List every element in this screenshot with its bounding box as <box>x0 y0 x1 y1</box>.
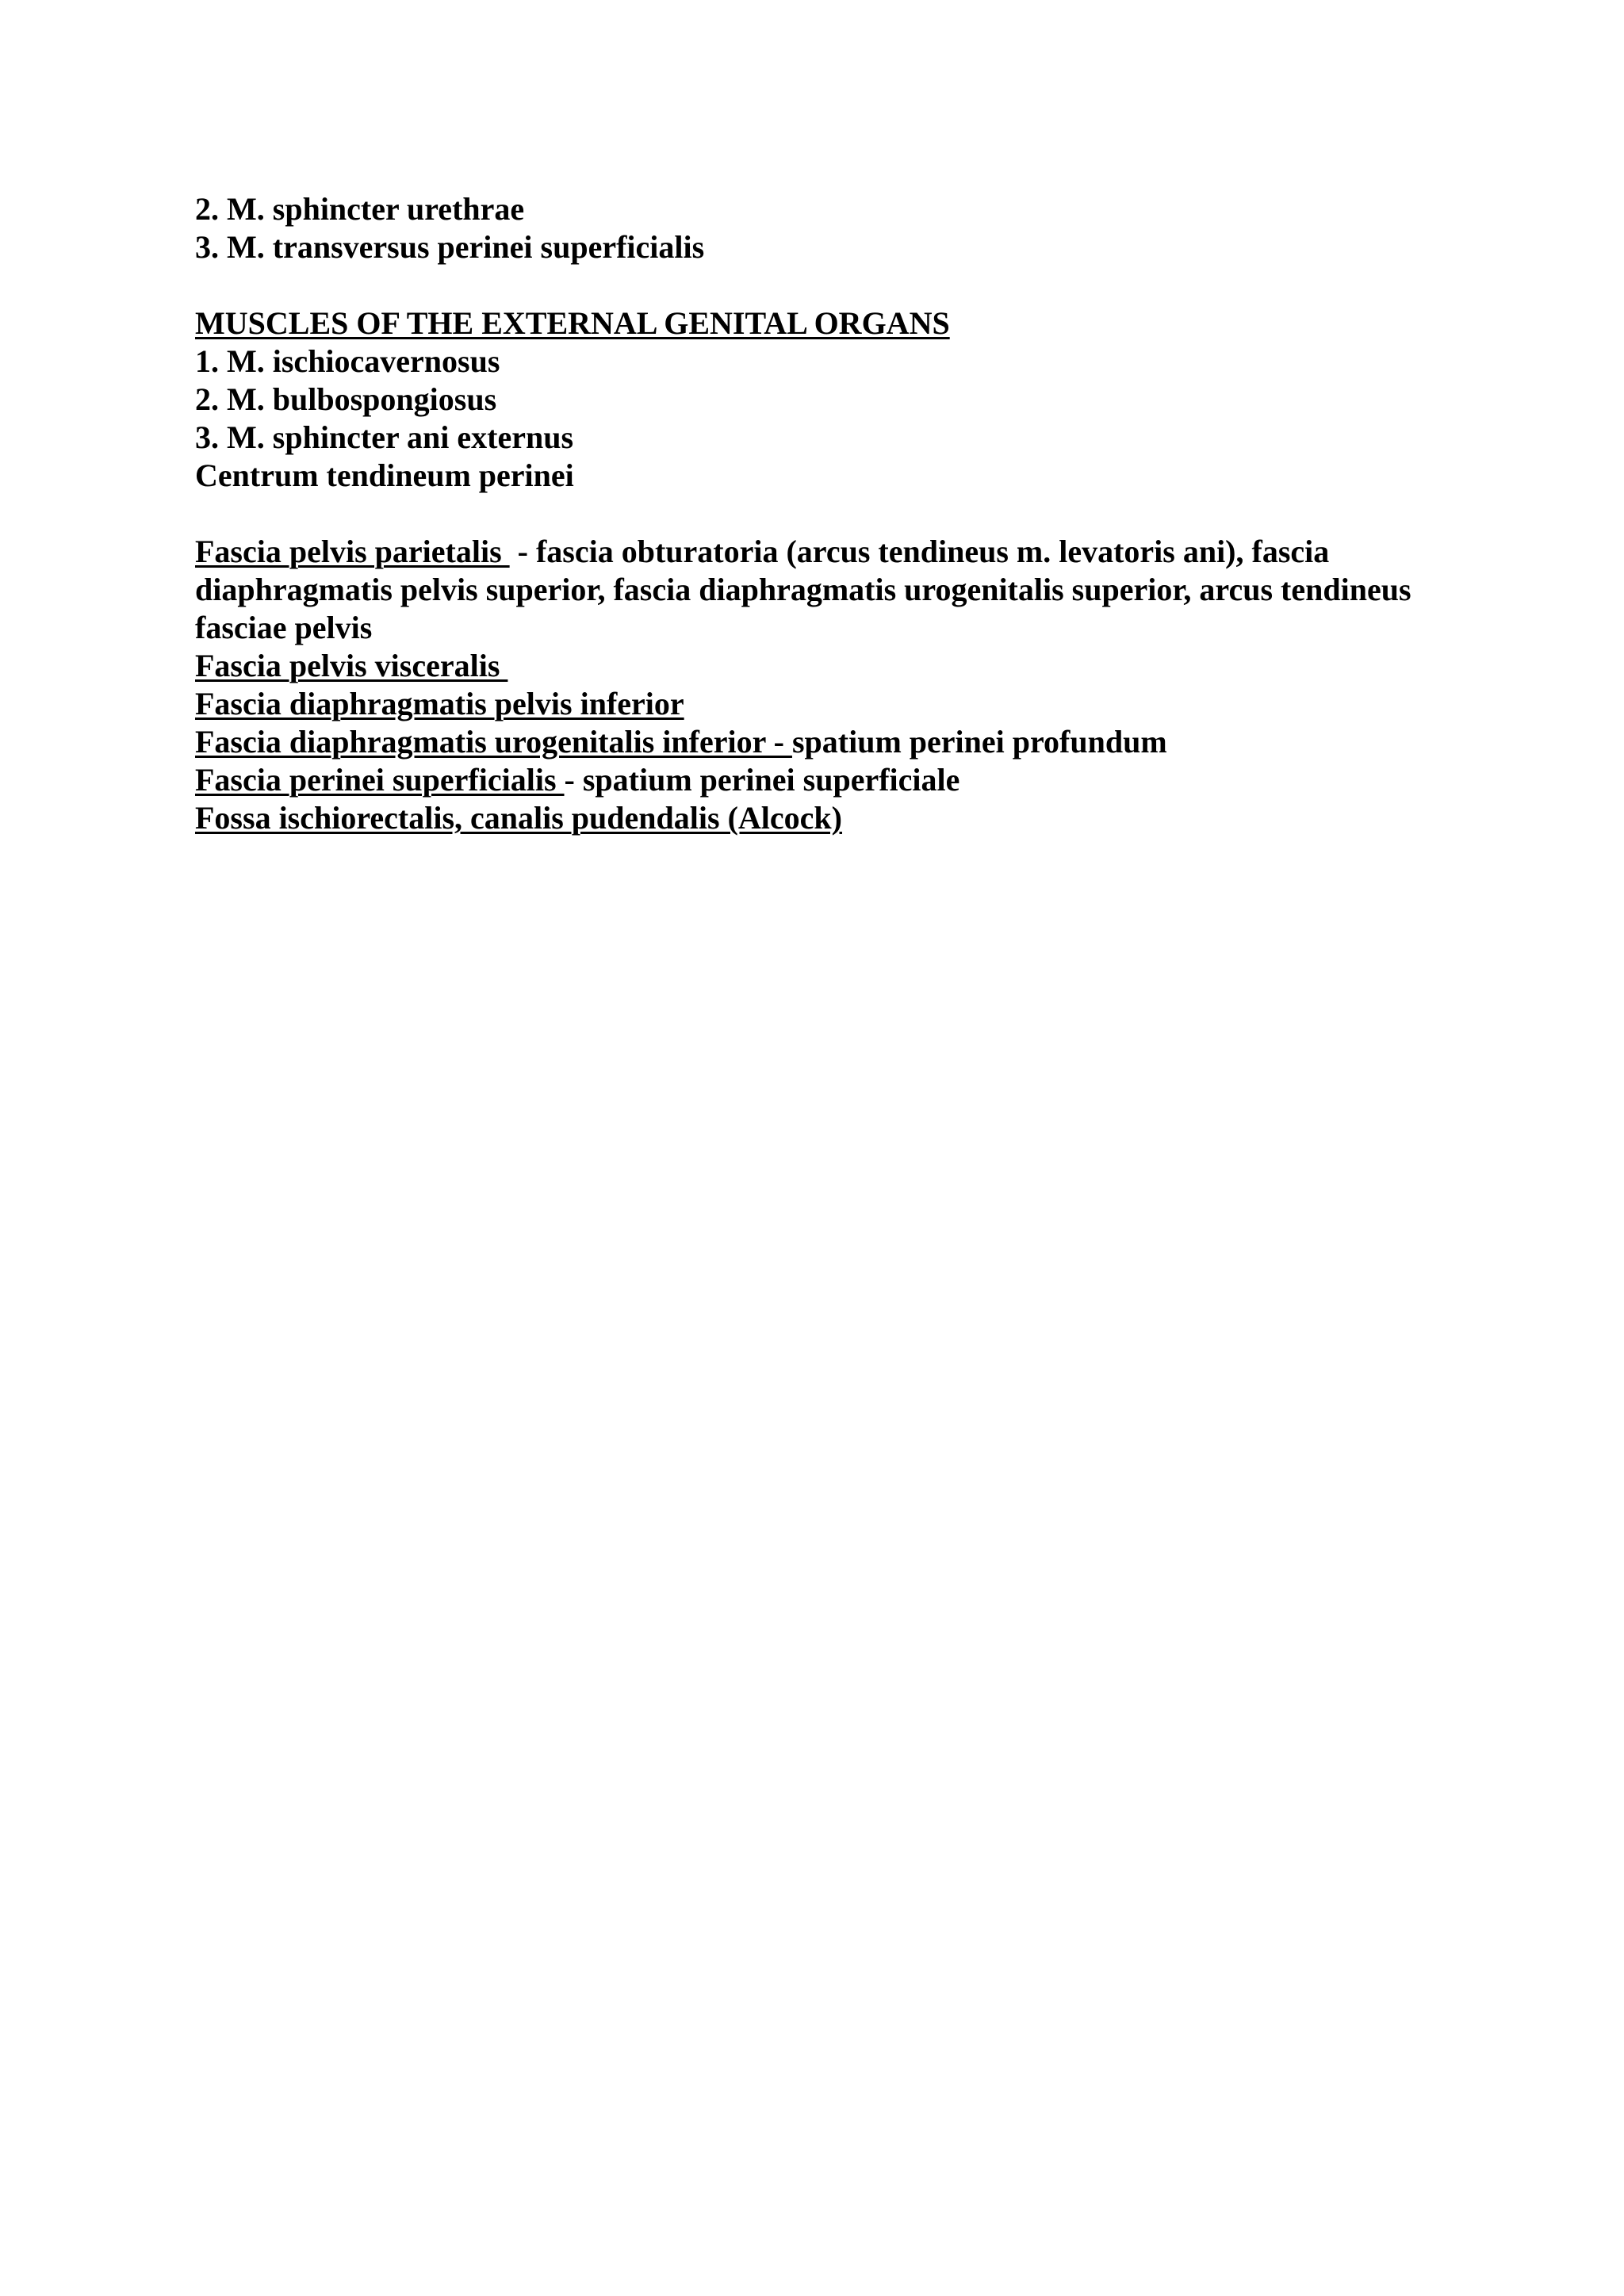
spacer <box>195 266 1432 304</box>
section-heading <box>195 304 1432 342</box>
list-item: 1. M. ischiocavernosus <box>195 343 500 379</box>
fascia-pelvis-inferior-entry <box>195 685 1432 723</box>
fascia-perinei-superficialis-term: Fascia perinei superficialis <box>195 762 565 798</box>
document-content <box>195 190 1432 837</box>
spacer <box>195 495 1432 533</box>
list-item: 2. M. sphincter urethrae <box>195 191 525 227</box>
fascia-perinei-superficialis-entry <box>195 761 1432 799</box>
fossa-term: Fossa ischiorectalis, canalis pudendalis (Alcock) <box>195 800 842 836</box>
list-item: 2. M. bulbospongiosus <box>195 381 497 417</box>
list-item: Centrum tendineum perinei <box>195 457 574 493</box>
fossa-entry <box>195 799 1432 837</box>
fascia-perinei-superficialis-desc: - spatium perinei superficiale <box>564 762 960 798</box>
fascia-parietalis-term: Fascia pelvis parietalis <box>195 534 510 569</box>
fascia-visceralis-term: Fascia pelvis visceralis <box>195 648 508 683</box>
fascia-parietalis-desc: - fascia obturatoria (arcus tendineus m. levatoris ani), fascia diaphragmatis pelvis superior, fascia diaphragmatis urogenitalis superior, arcus tendineus fasciae pelvis <box>195 534 1411 645</box>
list-item: 3. M. transversus perinei superficialis <box>195 229 705 265</box>
fascia-pelvis-inferior-term: Fascia diaphragmatis pelvis inferior <box>195 686 684 721</box>
list-item: 3. M. sphincter ani externus <box>195 419 574 455</box>
fascia-urogenitalis-inferior-term: Fascia diaphragmatis urogenitalis inferior - <box>195 724 792 760</box>
external-genital-heading: MUSCLES OF THE EXTERNAL GENITAL ORGANS <box>195 305 950 341</box>
fascia-urogenitalis-inferior-entry <box>195 723 1432 761</box>
fascia-urogenitalis-inferior-desc: spatium perinei profundum <box>791 724 1167 760</box>
fascia-parietalis-entry <box>195 533 1432 647</box>
fascia-visceralis-entry <box>195 647 1432 685</box>
